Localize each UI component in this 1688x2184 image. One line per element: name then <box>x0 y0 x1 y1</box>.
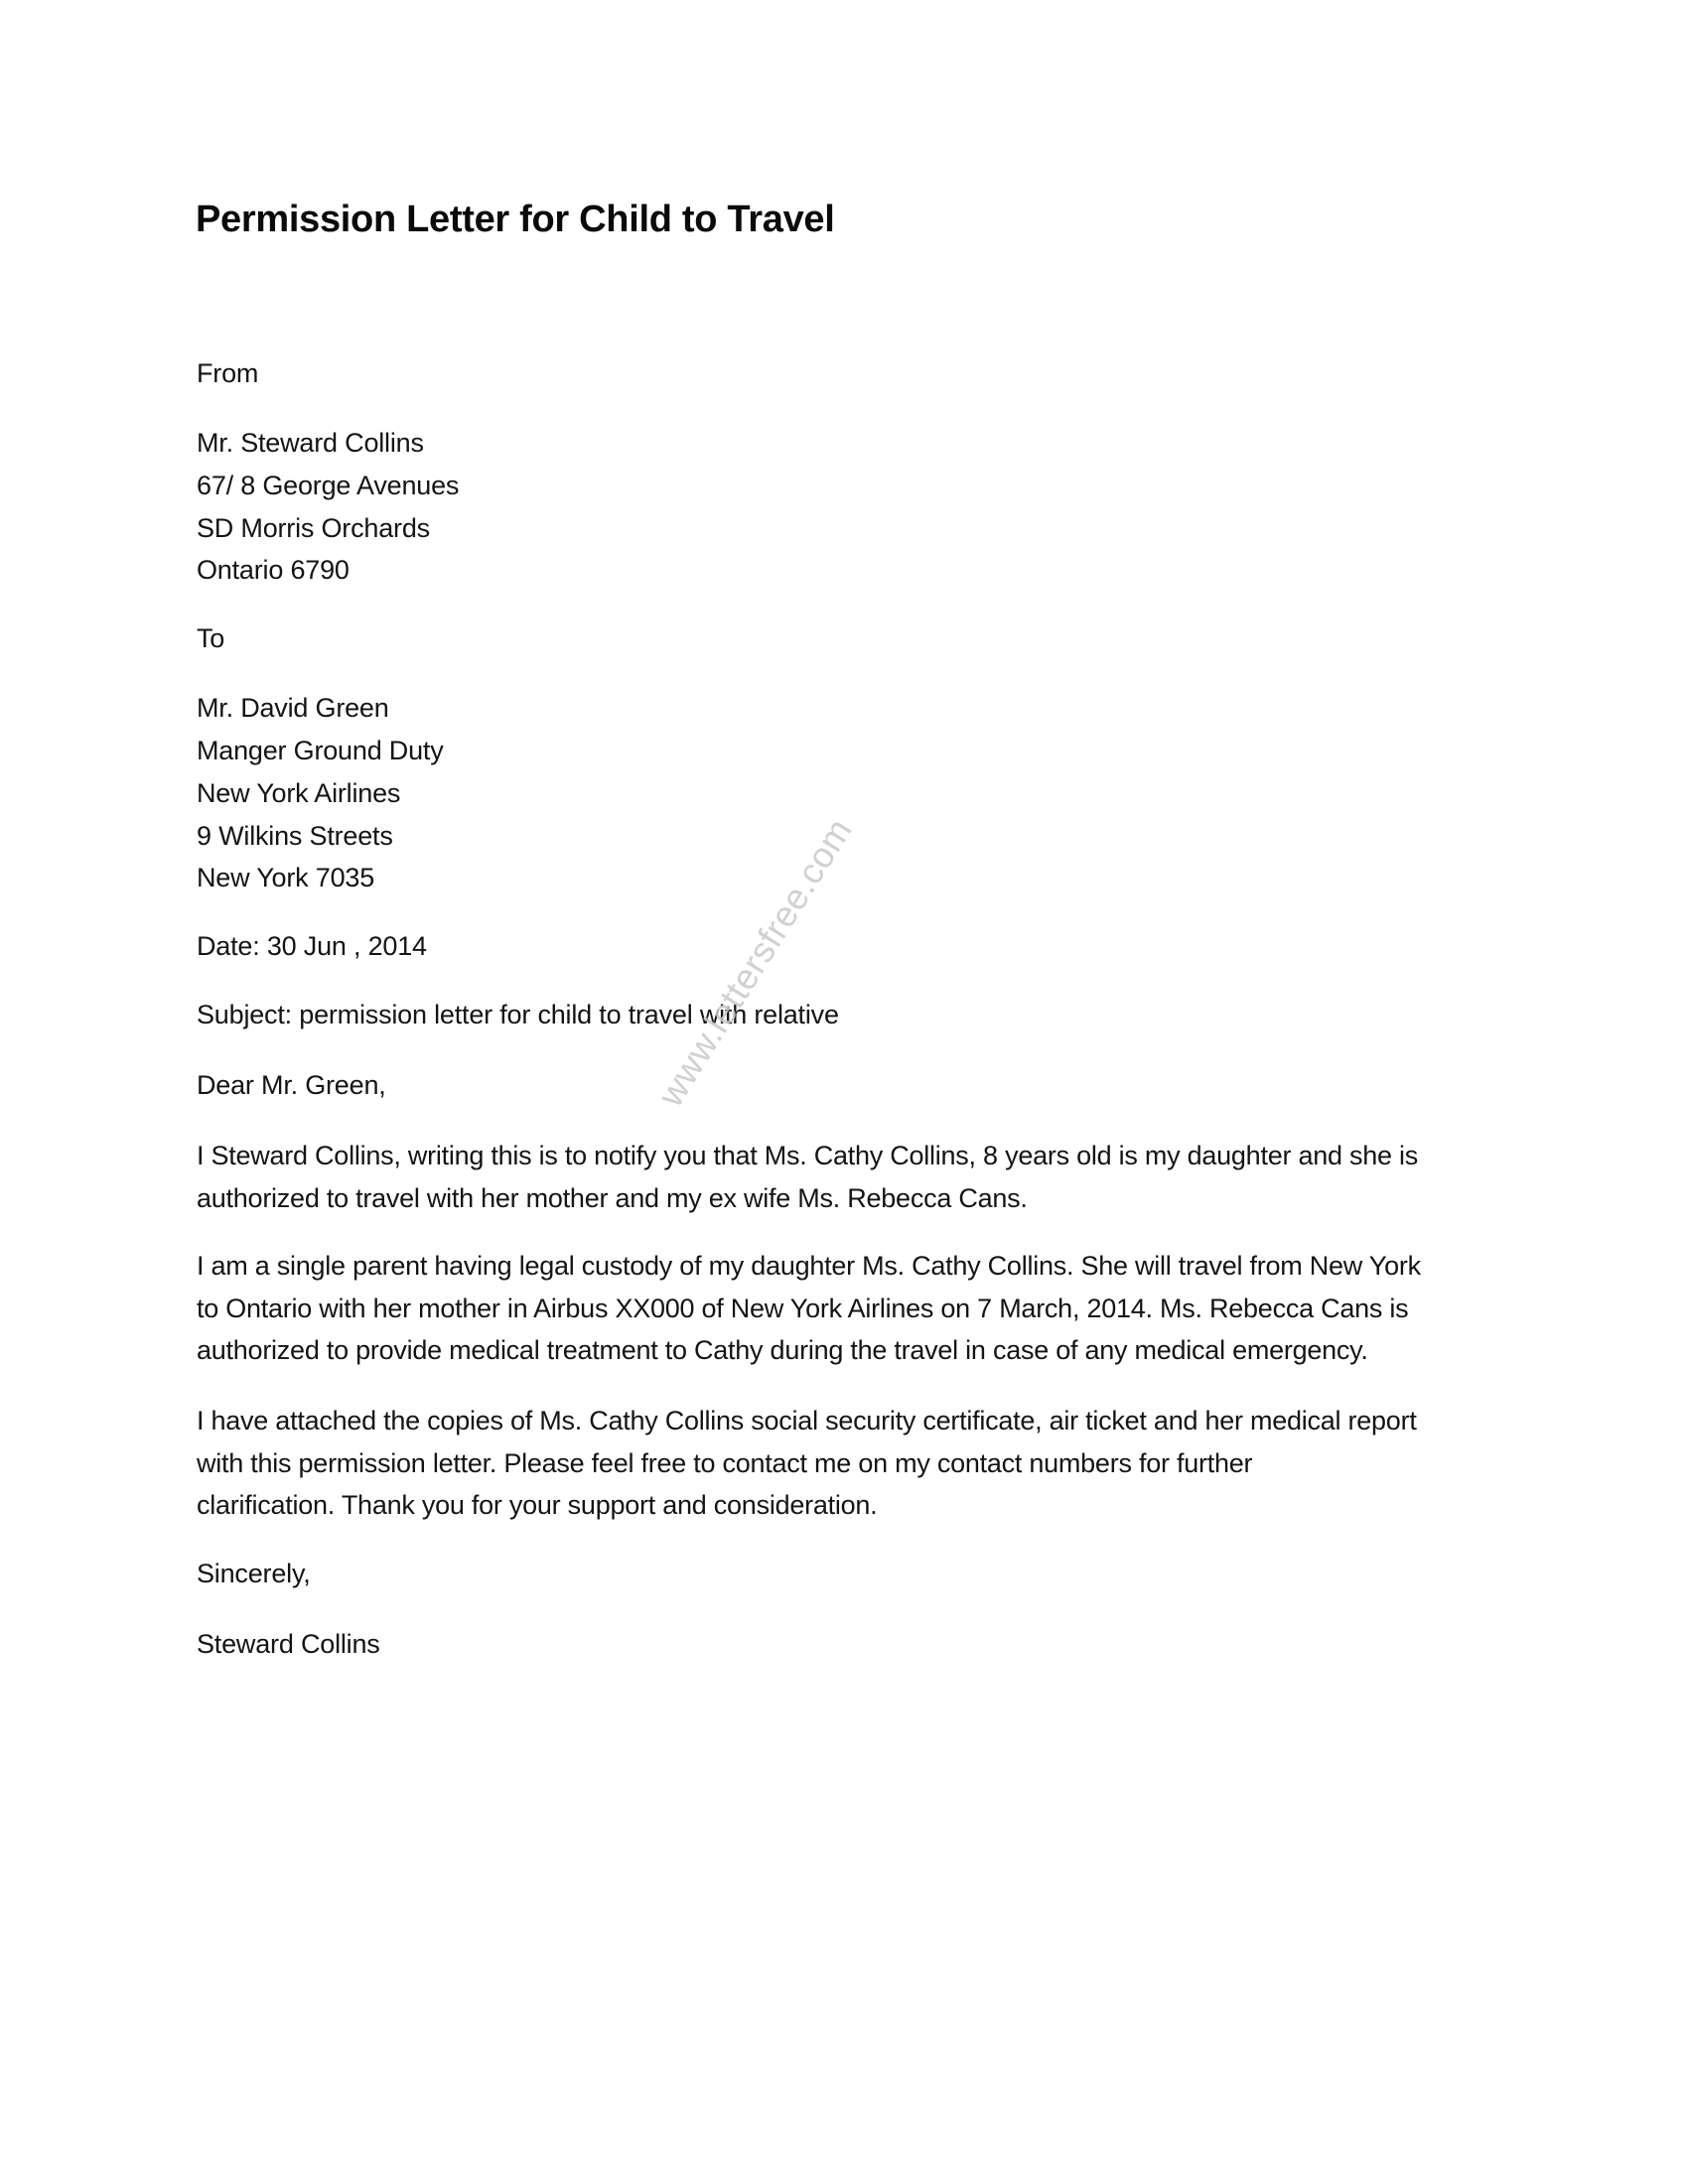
paragraph-line: to Ontario with her mother in Airbus XX000 of New York Airlines on 7 March, 2014. Ms. Rebecca Cans is <box>197 1293 1409 1323</box>
sender-name: Mr. Steward Collins <box>197 428 424 458</box>
paragraph-line: I Steward Collins, writing this is to notify you that Ms. Cathy Collins, 8 years old is my daughter and she is <box>197 1141 1419 1170</box>
recipient-city: New York 7035 <box>197 863 375 892</box>
letter-date: Date: 30 Jun , 2014 <box>197 931 427 961</box>
paragraph-line: clarification. Thank you for your support and consideration. <box>197 1490 878 1520</box>
body-paragraph-3 <box>197 1400 1487 1527</box>
from-label: From <box>197 358 259 388</box>
to-label: To <box>197 623 225 653</box>
recipient-company: New York Airlines <box>197 778 401 808</box>
sender-locality: SD Morris Orchards <box>197 513 430 543</box>
paragraph-line: I am a single parent having legal custody of my daughter Ms. Cathy Collins. She will travel from New York <box>197 1251 1421 1281</box>
paragraph-line: authorized to travel with her mother and my ex wife Ms. Rebecca Cans. <box>197 1182 1028 1213</box>
paragraph-line: I have attached the copies of Ms. Cathy Collins social security certificate, air ticket and her medical report <box>197 1406 1417 1435</box>
letter-title: Permission Letter for Child to Travel <box>196 199 835 240</box>
sender-city: Ontario 6790 <box>197 555 350 585</box>
body-paragraph-2 <box>197 1245 1487 1372</box>
body-paragraph-1 <box>197 1135 1487 1219</box>
signature: Steward Collins <box>197 1629 380 1659</box>
closing: Sincerely, <box>197 1559 311 1588</box>
letter-subject: Subject: permission letter for child to travel with relative <box>197 1000 839 1029</box>
salutation: Dear Mr. Green, <box>197 1070 386 1100</box>
sender-street: 67/ 8 George Avenues <box>197 471 460 500</box>
recipient-name: Mr. David Green <box>197 693 389 723</box>
recipient-street: 9 Wilkins Streets <box>197 821 393 851</box>
recipient-title: Manger Ground Duty <box>197 736 444 765</box>
paragraph-line: with this permission letter. Please feel free to contact me on my contact numbers for further <box>197 1447 1253 1478</box>
paragraph-line: authorized to provide medical treatment to Cathy during the travel in case of any medical emergency. <box>197 1335 1368 1365</box>
watermark: www.lettersfree.com <box>649 810 860 1114</box>
